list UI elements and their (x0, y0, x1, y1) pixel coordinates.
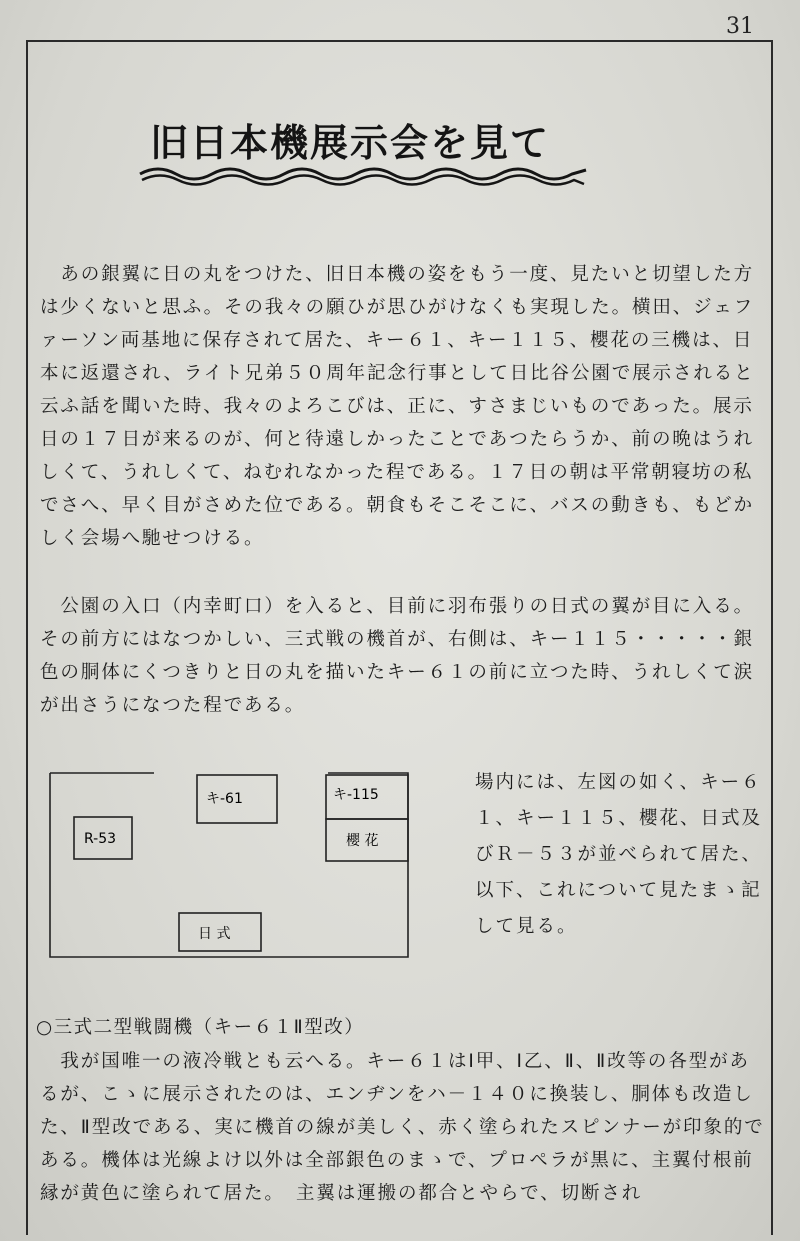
article-paragraph-2: 公園の入口（内幸町口）を入ると、目前に羽布張りの日式の翼が目に入る。その前方にはなつかしい、三式戦の機首が、右側は、キー１１５・・・・・銀色の胴体にくつきりと日の丸を描いたキー６１の前に立つた時、うれしくて涙が出さうになつた程である。 (40, 596, 755, 716)
article-paragraph-3: 我が国唯一の液冷戦とも云へる。キー６１はⅠ甲、Ⅰ乙、Ⅱ、Ⅱ改等の各型があるが、こゝに展示されたのは、エンヂンをハ－１４０に換装し、胴体も改造した、Ⅱ型改である、実に機首の線が美しく、赤く塗られたスピンナーが印象的である。機体は光線よけ以外は全部銀色のまゝで、プロペラが黒に、主翼付根前縁が黄色に塗られて居た。 主翼は運搬の都合とやらで、切断され (40, 1051, 765, 1204)
diagram-label-type-m: 日 式 (198, 926, 231, 942)
section-heading-ki61: ○三式二型戦闘機（キー６１Ⅱ型改） (36, 1017, 365, 1038)
title-underline-wave (138, 160, 588, 190)
diagram-label-ki115: キ-115 (333, 787, 379, 803)
page-number: 31 (726, 14, 754, 39)
page-title: 旧日本機展示会を見て (150, 120, 551, 165)
diagram-label-ohka: 櫻 花 (346, 833, 379, 849)
exhibit-layout-diagram (44, 765, 424, 965)
article-paragraph-1: あの銀翼に日の丸をつけた、旧日本機の姿をもう一度、見たいと切望した方は少くないと思ふ。その我々の願ひが思ひがけなくも実現した。横田、ジェファーソン両基地に保存されて居た、キー６１、キー１１５、櫻花の三機は、日本に返還され、ライト兄弟５０周年記念行事として日比谷公園で展示されると云ふ話を聞いた時、我々のよろこびは、正に、すさまじいものであった。展示日の１７日が来るのが、何と待遠しかったことであつたらうか、前の晩はうれしくて、うれしくて、ねむれなかった程である。１７日の朝は平常朝寝坊の私でさへ、早く目がさめた位である。朝食もそこそこに、バスの動きも、もどかしく会場へ馳せつける。 (40, 264, 755, 549)
diagram-label-ki61: キ-61 (206, 791, 243, 807)
diagram-label-r53: R-53 (84, 831, 117, 847)
diagram-side-text: 場内には、左図の如く、キー６１、キー１１５、櫻花、日式及びＲ－５３が並べられて居た、以下、これについて見たまゝ記して見る。 (475, 772, 763, 937)
